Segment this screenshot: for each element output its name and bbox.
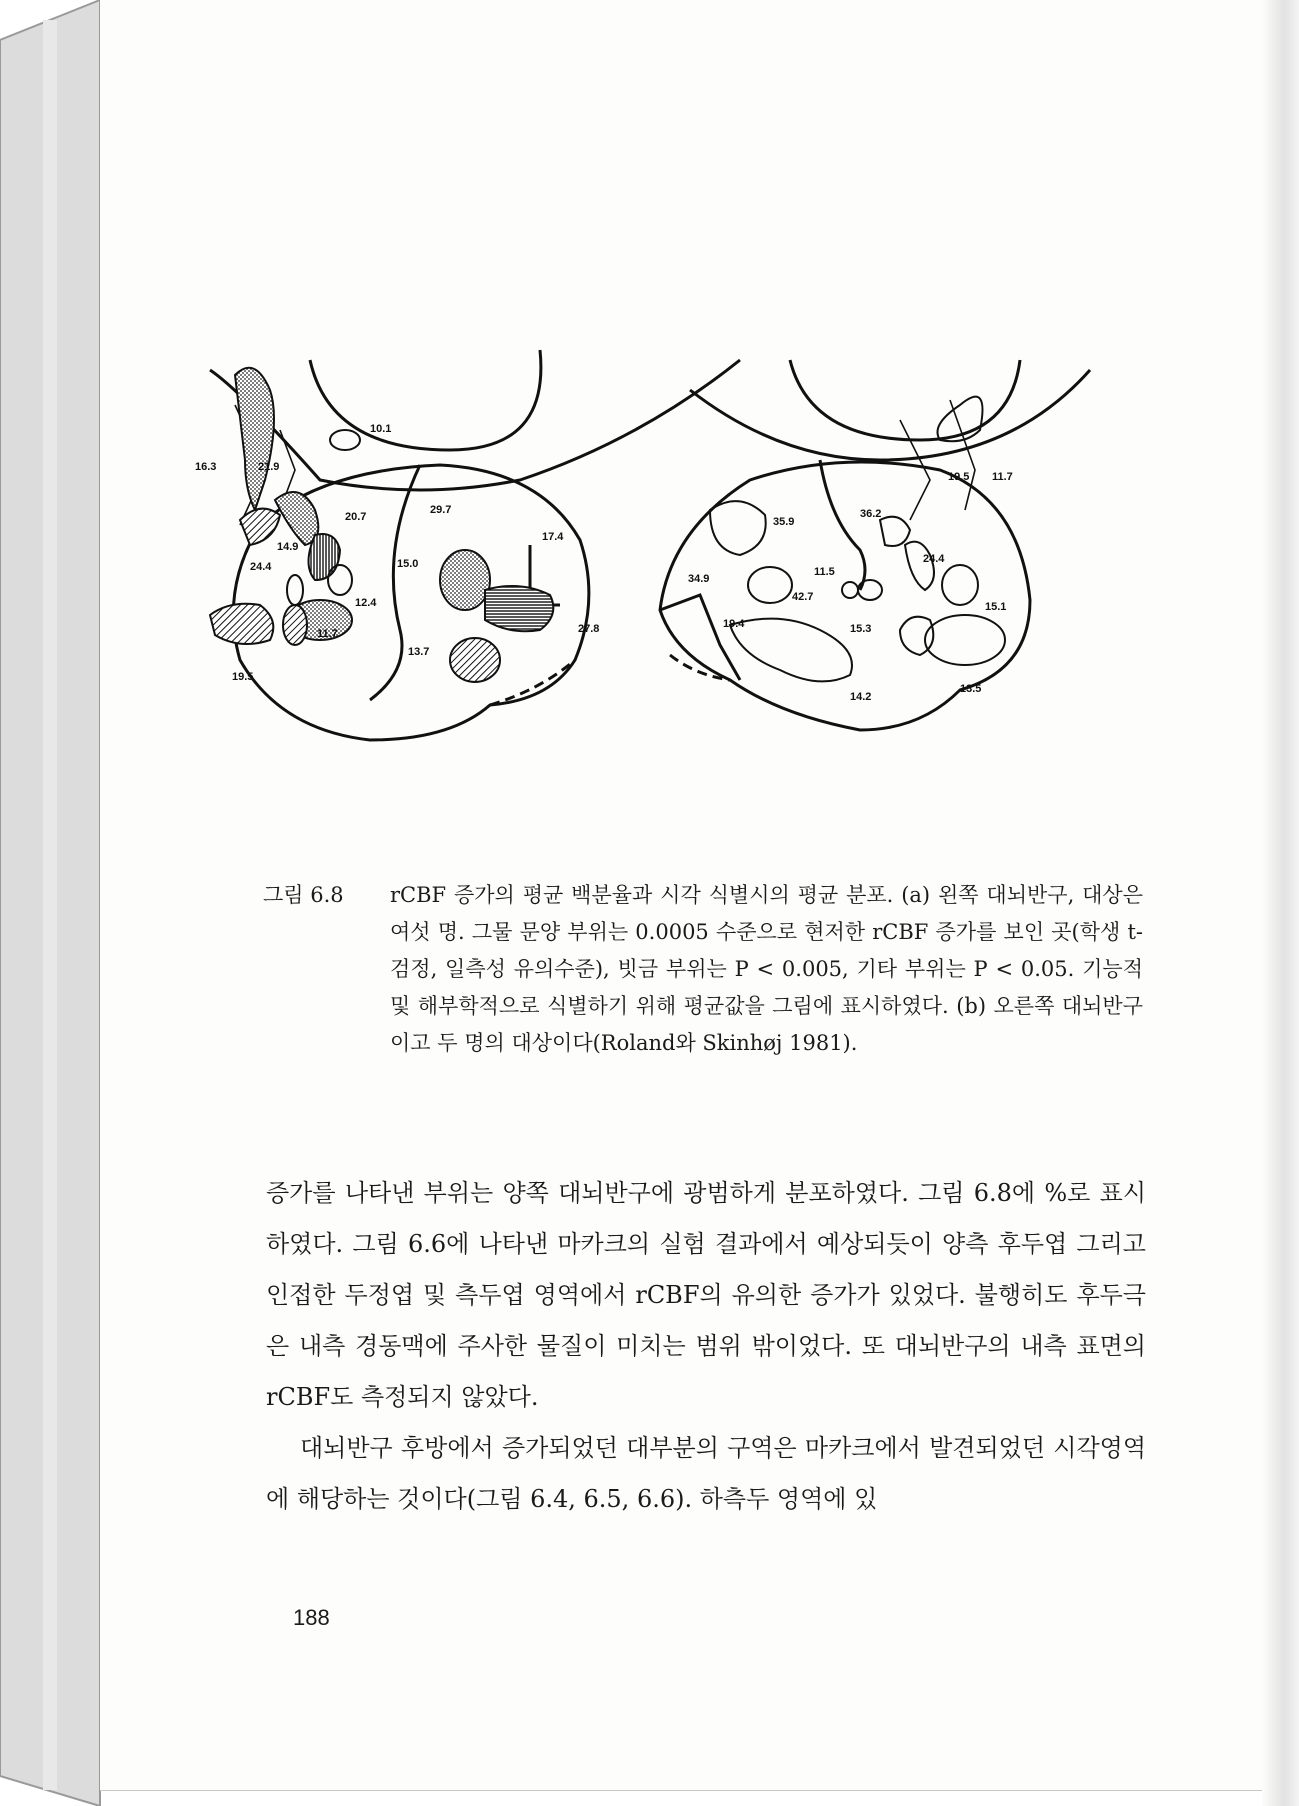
caption-text: rCBF 증가의 평균 백분율과 시각 식별시의 평균 분포. (a) 왼쪽 대뇌반구, 대상은 여섯 명. 그물 문양 부위는 0.0005 수준으로 현저한 rCBF 증가를 보인 곳(학생 t-검정, 일측성 유의수준), 빗금 부위는 P < 0.005, 기타 부위는 P < 0.05. 기능적 및 해부학적으로 식별하기 위해 평균값을 그림에 표시하였다. (b) 오른쪽 대뇌반구 이고 두 명의 대상이다(Roland와 Skinhøj 1981).	[390, 883, 1143, 1055]
body-paragraph-2: 대뇌반구 후방에서 증가되었던 대부분의 구역은 마카크에서 발견되었던 시각영역에 해당하는 것이다(그림 6.4, 6.5, 6.6). 하측두 영역에 있	[266, 1434, 1146, 1513]
left-label-14-9: 14.9	[277, 541, 299, 553]
left-label-16-3: 16.3	[195, 461, 217, 473]
left-label-17-4: 17.4	[542, 531, 564, 543]
right-label-24-4: 24.4	[923, 553, 945, 565]
left-label-10-1: 10.1	[370, 423, 392, 435]
brain-figure	[195, 370, 1180, 870]
right-label-13-5: 13.5	[960, 683, 982, 695]
body-paragraph-1: 증가를 나타낸 부위는 양쪽 대뇌반구에 광범하게 분포하였다. 그림 6.8에 %로 표시하였다. 그림 6.6에 나타낸 마카크의 실험 결과에서 예상되듯이 양측 후두엽 그리고 인접한 두정엽 및 측두엽 영역에서 rCBF의 유의한 증가가 있었다. 불행히도 후두극은 내측 경동맥에 주사한 물질이 미치는 범위 밖이었다. 또 대뇌반구의 내측 표면의 rCBF도 측정되지 않았다.	[266, 1179, 1146, 1411]
left-label-12-4: 12.4	[355, 597, 377, 609]
left-label-24-4: 24.4	[250, 561, 272, 573]
right-label-15-1: 15.1	[985, 601, 1007, 613]
caption-number: 그림 6.8	[263, 883, 344, 907]
left-label-11-7: 11.7	[317, 628, 338, 640]
right-label-19-5: 19.5	[948, 471, 970, 483]
right-label-35-9: 35.9	[773, 516, 795, 528]
right-label-11-5: 11.5	[814, 566, 835, 578]
figure-caption	[263, 877, 1143, 1062]
right-label-19-4: 19.4	[723, 618, 745, 630]
page-edge-shadow	[1262, 0, 1299, 1806]
left-label-27-8: 27.8	[578, 623, 600, 635]
left-label-13-7: 13.7	[408, 646, 430, 658]
right-label-14-2: 14.2	[850, 691, 872, 703]
right-label-11-7: 11.7	[992, 471, 1013, 483]
right-label-42-7: 42.7	[792, 591, 814, 603]
body-text	[266, 1168, 1146, 1525]
right-label-34-9: 34.9	[688, 573, 710, 585]
page-number: 188	[293, 1605, 330, 1630]
book-spine	[0, 0, 100, 1806]
right-hemisphere-drawing	[660, 360, 1090, 730]
left-label-20-7: 20.7	[345, 511, 367, 523]
left-label-15-0: 15.0	[397, 558, 419, 570]
right-label-36-2: 36.2	[860, 508, 882, 520]
left-label-21-9: 21.9	[258, 461, 280, 473]
left-label-19-5: 19.5	[232, 671, 254, 683]
left-label-29-7: 29.7	[430, 504, 452, 516]
right-label-15-3: 15.3	[850, 623, 872, 635]
